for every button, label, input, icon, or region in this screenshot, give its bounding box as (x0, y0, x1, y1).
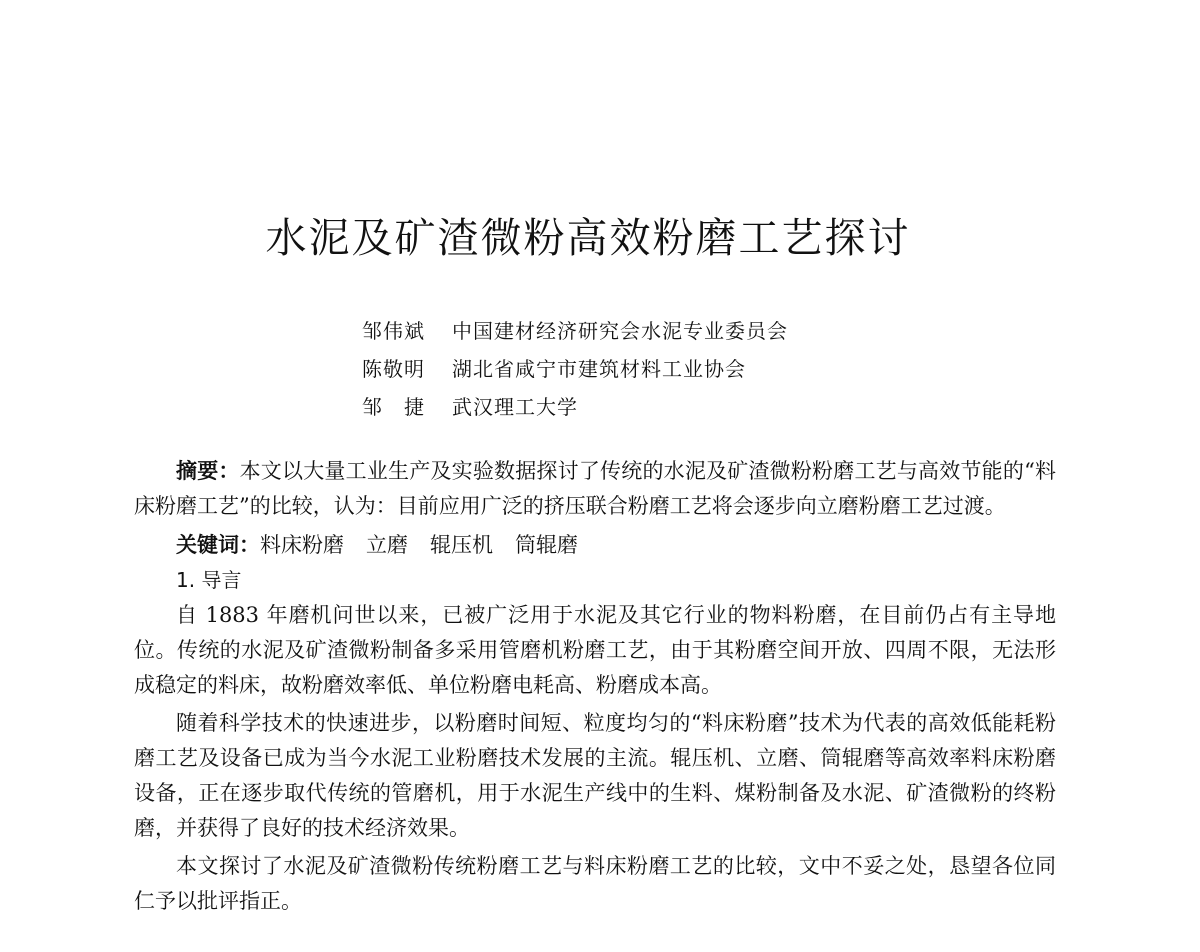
abstract-text: 本文以大量工业生产及实验数据探讨了传统的水泥及矿渣微粉粉磨工艺与高效节能的“料床粉磨工艺”的比较，认为：目前应用广泛的挤压联合粉磨工艺将会逐步向立磨粉磨工艺过渡。 (134, 459, 1057, 518)
author-affiliation: 湖北省咸宁市建筑材料工业协会 (452, 357, 746, 381)
author-row (362, 312, 962, 350)
author-name: 陈敬明 (362, 357, 425, 381)
author-affiliation: 武汉理工大学 (452, 395, 578, 419)
keywords-line (134, 527, 1056, 563)
abstract-label: 摘要： (176, 458, 240, 483)
author-affiliation: 中国建材经济研究会水泥专业委员会 (452, 319, 788, 343)
author-list (362, 312, 962, 426)
keyword: 料床粉磨 (260, 533, 344, 557)
body-paragraph: 本文探讨了水泥及矿渣微粉传统粉磨工艺与料床粉磨工艺的比较，文中不妥之处，恳望各位同仁予以批评指正。 (134, 854, 1056, 913)
author-name: 邹伟斌 (362, 319, 425, 343)
section-heading: 1. 导言 (176, 568, 242, 592)
author-name: 邹捷 (362, 395, 446, 419)
keywords-label: 关键词： (176, 532, 260, 557)
paper-body (134, 453, 1056, 919)
keyword: 立磨 (366, 533, 408, 557)
author-row (362, 350, 962, 388)
paper-title: 水泥及矿渣微粉高效粉磨工艺探讨 (265, 214, 911, 262)
body-paragraph: 自 1883 年磨机问世以来，已被广泛用于水泥及其它行业的物料粉磨，在目前仍占有主导地位。传统的水泥及矿渣微粉制备多采用管磨机粉磨工艺，由于其粉磨空间开放、四周不限，无法形成稳定的料床，故粉磨效率低、单位粉磨电耗高、粉磨成本高。 (134, 603, 1056, 697)
keyword: 辊压机 (430, 533, 493, 557)
body-paragraph: 随着科学技术的快速进步，以粉磨时间短、粒度均匀的“料床粉磨”技术为代表的高效低能耗粉磨工艺及设备已成为当今水泥工业粉磨技术发展的主流。辊压机、立磨、筒辊磨等高效率料床粉磨设备，正在逐步取代传统的管磨机，用于水泥生产线中的生料、煤粉制备及水泥、矿渣微粉的终粉磨，并获得了良好的技术经济效果。 (134, 711, 1056, 840)
abstract-paragraph (134, 453, 1056, 524)
author-row (362, 388, 962, 426)
keyword: 筒辊磨 (515, 533, 578, 557)
